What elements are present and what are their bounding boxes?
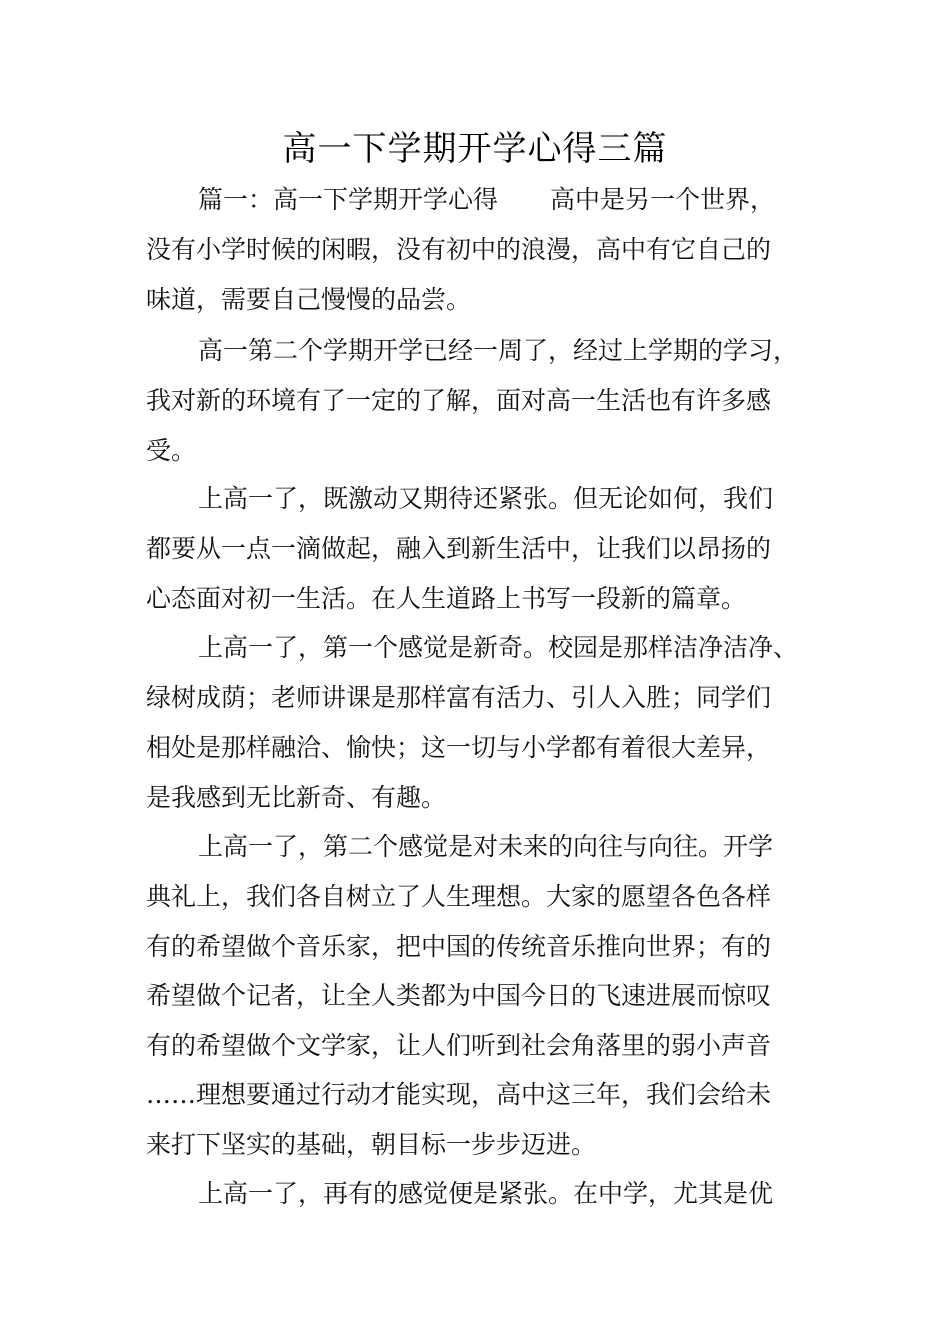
- paragraph-line: 上高一了，第一个感觉是新奇。校园是那样洁净洁净、: [198, 633, 799, 662]
- paragraph-line: 希望做个记者，让全人类都为中国今日的飞速进展而惊叹: [146, 981, 772, 1010]
- document-title: 高一下学期开学心得三篇: [282, 129, 668, 169]
- paragraph-line: 都要从一点一滴做起，融入到新生活中，让我们以昂扬的: [146, 534, 772, 563]
- paragraph-line: 没有小学时候的闲暇，没有初中的浪漫，高中有它自己的: [146, 235, 772, 264]
- paragraph-text: 高中是另一个世界，: [550, 185, 776, 214]
- paragraph-line: 有的希望做个音乐家，把中国的传统音乐推向世界；有的: [146, 932, 772, 961]
- paragraph-line: 味道，需要自己慢慢的品尝。: [146, 285, 472, 314]
- paragraph-line: ……理想要通过行动才能实现，高中这三年，我们会给未: [146, 1080, 772, 1109]
- section-heading: 篇一：高一下学期开学心得: [198, 185, 499, 214]
- paragraph-line: 绿树成荫；老师讲课是那样富有活力、引人入胜；同学们: [146, 683, 772, 712]
- paragraph-line: 典礼上，我们各自树立了人生理想。大家的愿望各色各样: [146, 882, 772, 911]
- paragraph-line: 上高一了，第二个感觉是对未来的向往与向往。开学: [198, 832, 774, 861]
- paragraph-line: 是我感到无比新奇、有趣。: [146, 783, 447, 812]
- paragraph-line: 受。: [146, 436, 197, 465]
- paragraph-line: 上高一了，再有的感觉便是紧张。在中学，尤其是优: [198, 1179, 774, 1208]
- paragraph-line: 我对新的环境有了一定的了解，面对高一生活也有许多感: [146, 386, 772, 415]
- paragraph-line: 有的希望做个文学家，让人们听到社会角落里的弱小声音: [146, 1031, 772, 1060]
- paragraph-line: 来打下坚实的基础，朝目标一步步迈进。: [146, 1130, 597, 1159]
- paragraph-line: 相处是那样融洽、愉快；这一切与小学都有着很大差异，: [146, 733, 772, 762]
- paragraph-line: 心态面对初一生活。在人生道路上书写一段新的篇章。: [146, 584, 747, 613]
- paragraph-line: 高一第二个学期开学已经一周了，经过上学期的学习，: [198, 336, 799, 365]
- paragraph-line: 上高一了，既激动又期待还紧张。但无论如何，我们: [198, 484, 774, 513]
- paragraph-line: [198, 182, 775, 218]
